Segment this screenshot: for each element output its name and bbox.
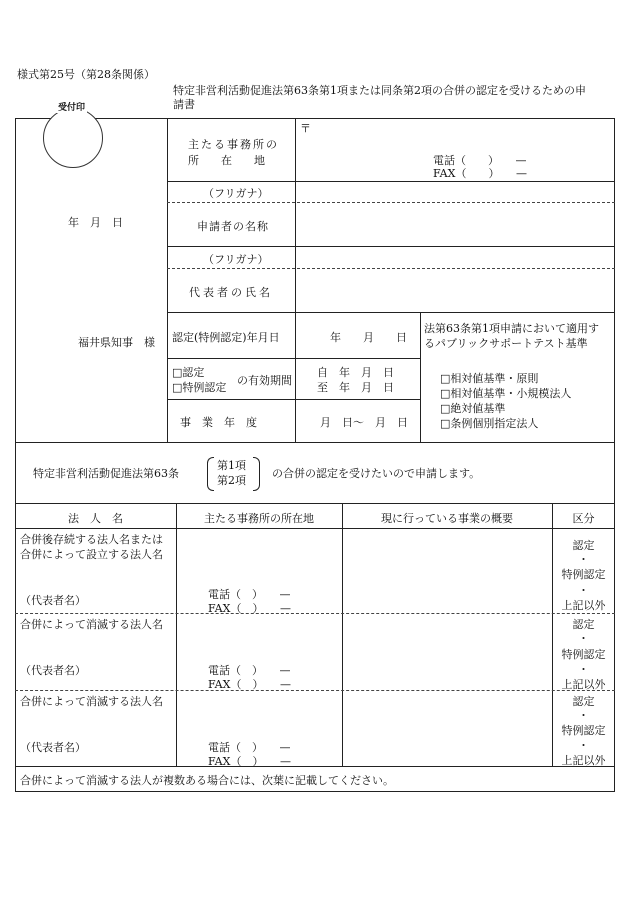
row3-name-line1: 合併によって消滅する法人名 [20,695,163,708]
row3-cat-dot2: ・ [578,739,589,752]
statement-item1: 第1項 [217,459,246,472]
row1-cat-dot2: ・ [578,584,589,597]
row2-cat-cert: 認定 [572,618,595,631]
addressee: 福井県知事 様 [78,336,155,349]
application-date: 年 月 日 [68,216,123,229]
office-label-line2: 所 在 地 [188,154,265,167]
applicant-name-label: 申請者の名称 [197,220,269,233]
row3-cat-special: 特例認定 [561,724,606,737]
row1-cat-special: 特例認定 [561,568,606,581]
validity-option-cert[interactable]: □認定 [172,366,205,379]
row2-cat-dot2: ・ [578,663,589,676]
row1-rep: （代表者名） [20,594,86,607]
row1-cat-cert: 認定 [572,539,595,552]
fiscal-year-label: 事 業 年 度 [180,416,257,429]
row3-rep: （代表者名） [20,741,86,754]
row1-tel: 電話（ ） — [208,588,291,601]
footer-note: 合併によって消滅する法人が複数ある場合には、次葉に記載してください。 [20,774,394,787]
row2-cat-dot1: ・ [578,632,589,645]
validity-from: 自 年 月 日 [317,366,394,379]
pst-option-relative-principle[interactable]: □相対値基準・原則 [440,372,539,385]
row1-fax: FAX（ ） — [208,602,291,615]
reception-stamp-circle [43,108,103,168]
cert-date-value: 年 月 日 [330,331,407,344]
fiscal-year-value: 月 日～ 月 日 [320,416,408,429]
office-fax: FAX（ ） — [433,167,527,180]
row2-name-line1: 合併によって消滅する法人名 [20,618,163,631]
col-header-office: 主たる事務所の所在地 [204,512,314,525]
row2-tel: 電話（ ） — [208,664,291,677]
office-tel: 電話（ ） — [433,154,527,167]
row2-cat-other: 上記以外 [561,678,606,691]
statement-suffix: の合併の認定を受けたいので申請します。 [272,467,481,480]
row2-fax: FAX（ ） — [208,678,291,691]
col-header-business: 現に行っている事業の概要 [381,512,513,525]
statement-prefix: 特定非営利活動促進法第63条 [33,467,179,480]
cert-date-label: 認定(特例認定)年月日 [172,331,280,344]
form-title-line2: 請書 [173,98,195,111]
postal-mark: 〒 [300,122,311,135]
office-label-line1: 主たる事務所の [188,138,279,151]
furigana-label-2: （フリガナ） [203,253,269,266]
row3-tel: 電話（ ） — [208,741,291,754]
row3-cat-other: 上記以外 [561,754,606,767]
row3-cat-dot1: ・ [578,709,589,722]
validity-option-special[interactable]: □特例認定 [172,381,227,394]
col-header-category: 区分 [572,512,595,525]
row3-fax: FAX（ ） — [208,755,291,768]
pst-title-line1: 法第63条第1項申請において適用す [424,322,599,335]
validity-to: 至 年 月 日 [317,381,394,394]
form-number: 様式第25号（第28条関係） [17,68,155,81]
row1-name-line1: 合併後存続する法人名または [20,533,163,546]
reception-stamp-label: 受付印 [56,100,87,113]
form-title-line1: 特定非営利活動促進法第63条第1項または同条第2項の合併の認定を受けるための申 [173,84,586,97]
pst-title-line2: るパブリックサポートテスト基準 [424,337,588,350]
row1-cat-dot1: ・ [578,553,589,566]
row1-name-line2: 合併によって設立する法人名 [20,548,163,561]
col-header-corp-name: 法 人 名 [68,512,123,525]
representative-label: 代表者の氏名 [189,286,273,299]
validity-suffix: の有効期間 [237,374,292,387]
pst-option-ordinance[interactable]: □条例個別指定法人 [440,417,539,430]
row2-rep: （代表者名） [20,664,86,677]
furigana-label-1: （フリガナ） [203,187,269,200]
row3-cat-cert: 認定 [572,695,595,708]
pst-option-relative-small[interactable]: □相対値基準・小規模法人 [440,387,572,400]
row2-cat-special: 特例認定 [561,648,606,661]
row1-cat-other: 上記以外 [561,599,606,612]
statement-item2: 第2項 [217,474,246,487]
pst-option-absolute[interactable]: □絶対値基準 [440,402,506,415]
